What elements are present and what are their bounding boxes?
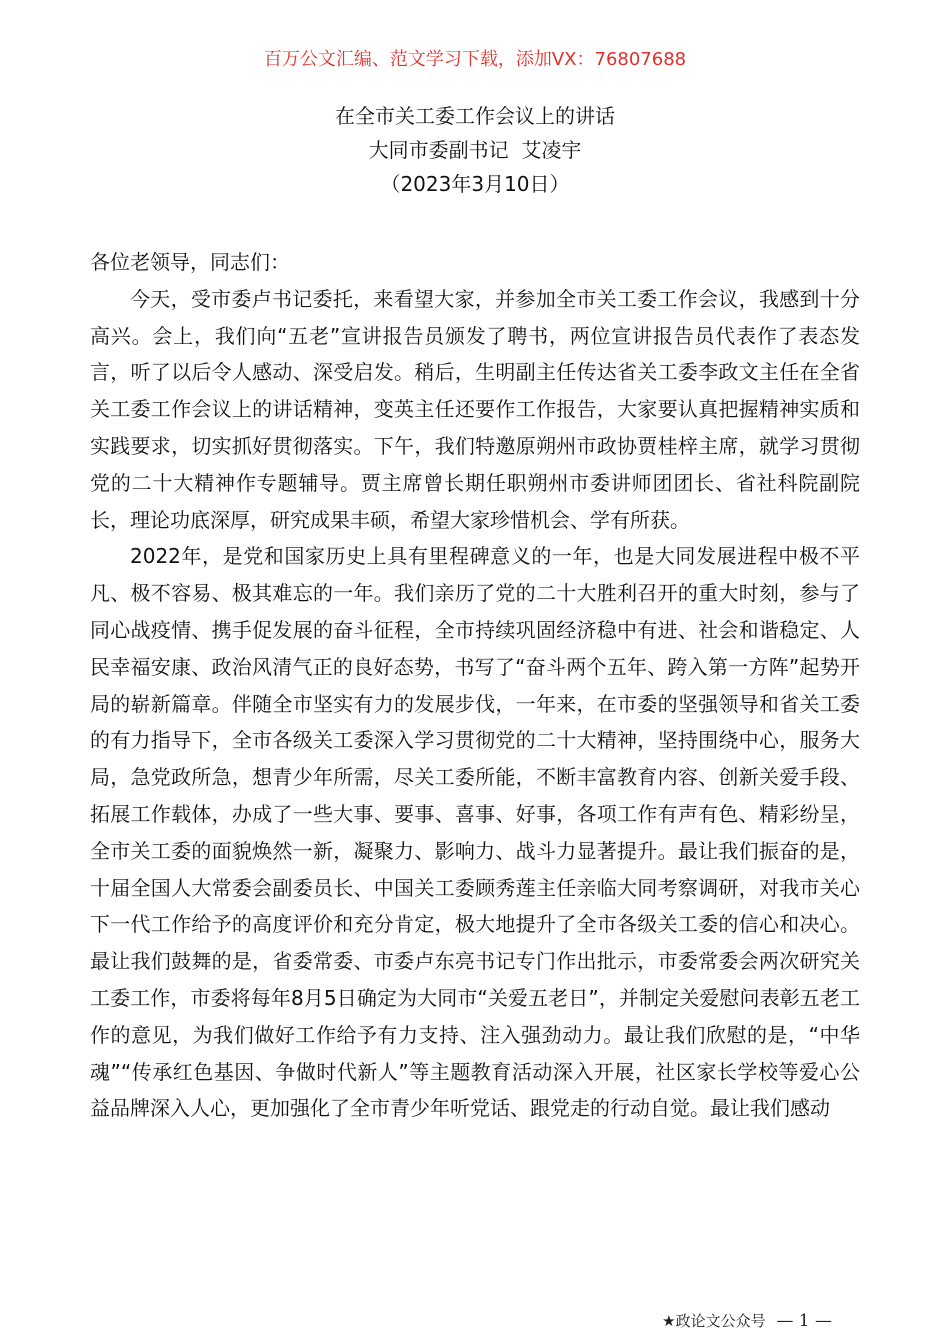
paragraph: 2022年，是党和国家历史上具有里程碑意义的一年，也是大同发展进程中极不平凡、极不容易、极其难忘的一年。我们亲历了党的二十大胜利召开的重大时刻，参与了同心战疫情、携手促发展的奋斗征程，全市持续巩固经济稳中有进、社会和谐稳定、人民幸福安康、政治风清气正的良好态势，书写了“奋斗两个五年、跨入第一方阵”起势开局的崭新篇章。伴随全市坚实有力的发展步伐，一年来，在市委的坚强领导和省关工委的有力指导下，全市各级关工委深入学习贯彻党的二十大精神，坚持围绕中心，服务大局，急党政所急，想青少年所需，尽关工委所能，不断丰富教育内容、创新关爱手段、拓展工作载体，办成了一些大事、要事、喜事、好事，各项工作有声有色、精彩纷呈，全市关工委的面貌焕然一新，凝聚力、影响力、战斗力显著提升。最让我们振奋的是，十届全国人大常委会副委员长、中国关工委顾秀莲主任亲临大同考察调研，对我市关心下一代工作给予的高度评价和充分肯定，极大地提升了全市各级关工委的信心和决心。最让我们鼓舞的是，省委常委、市委卢东亮书记专门作出批示，市委常委会两次研究关工委工作，市委将每年8月5日确定为大同市“关爱五老日”，并制定关爱慰问表彰五老工作的意见，为我们做好工作给予有力支持、注入强劲动力。最让我们欣慰的是，“中华魂”“传承红色基因、争做时代新人”等主题教育活动深入开展，社区家长学校等爱心公益品牌深入人心，更加强化了全市青少年听党话、跟党走的行动自觉。最让我们感动 — [90, 544, 860, 1121]
watermark-header: 百万公文汇编、范文学习下载，添加VX：76807688 — [263, 49, 687, 70]
footer-source: ★政论文公众号 — [662, 1312, 766, 1330]
speaker-line: 大同市委副书记 艾凌宇 — [368, 138, 582, 162]
salutation: 各位老领导，同志们： — [90, 250, 290, 274]
page-footer — [662, 1310, 832, 1332]
page-number: — 1 — — [776, 1311, 832, 1331]
speech-body — [90, 244, 860, 1127]
speech-date: （2023年3月10日） — [380, 172, 570, 196]
paragraph: 今天，受市委卢书记委托，来看望大家，并参加全市关工委工作会议，我感到十分高兴。会上，我们向“五老”宣讲报告员颁发了聘书，两位宣讲报告员代表作了表态发言，听了以后令人感动、深受启发。稍后，生明副主任传达省关工委李政文主任在全省关工委工作会议上的讲话精神，变英主任还要作工作报告，大家要认真把握精神实质和实践要求，切实抓好贯彻落实。下午，我们特邀原朔州市政协贾桂梓主席，就学习贯彻党的二十大精神作专题辅导。贾主席曾长期任职朔州市委讲师团团长、省社科院副院长，理论功底深厚，研究成果丰硕，希望大家珍惜机会、学有所获。 — [90, 286, 860, 532]
title-block — [0, 99, 950, 201]
document-title: 在全市关工委工作会议上的讲话 — [335, 104, 615, 128]
